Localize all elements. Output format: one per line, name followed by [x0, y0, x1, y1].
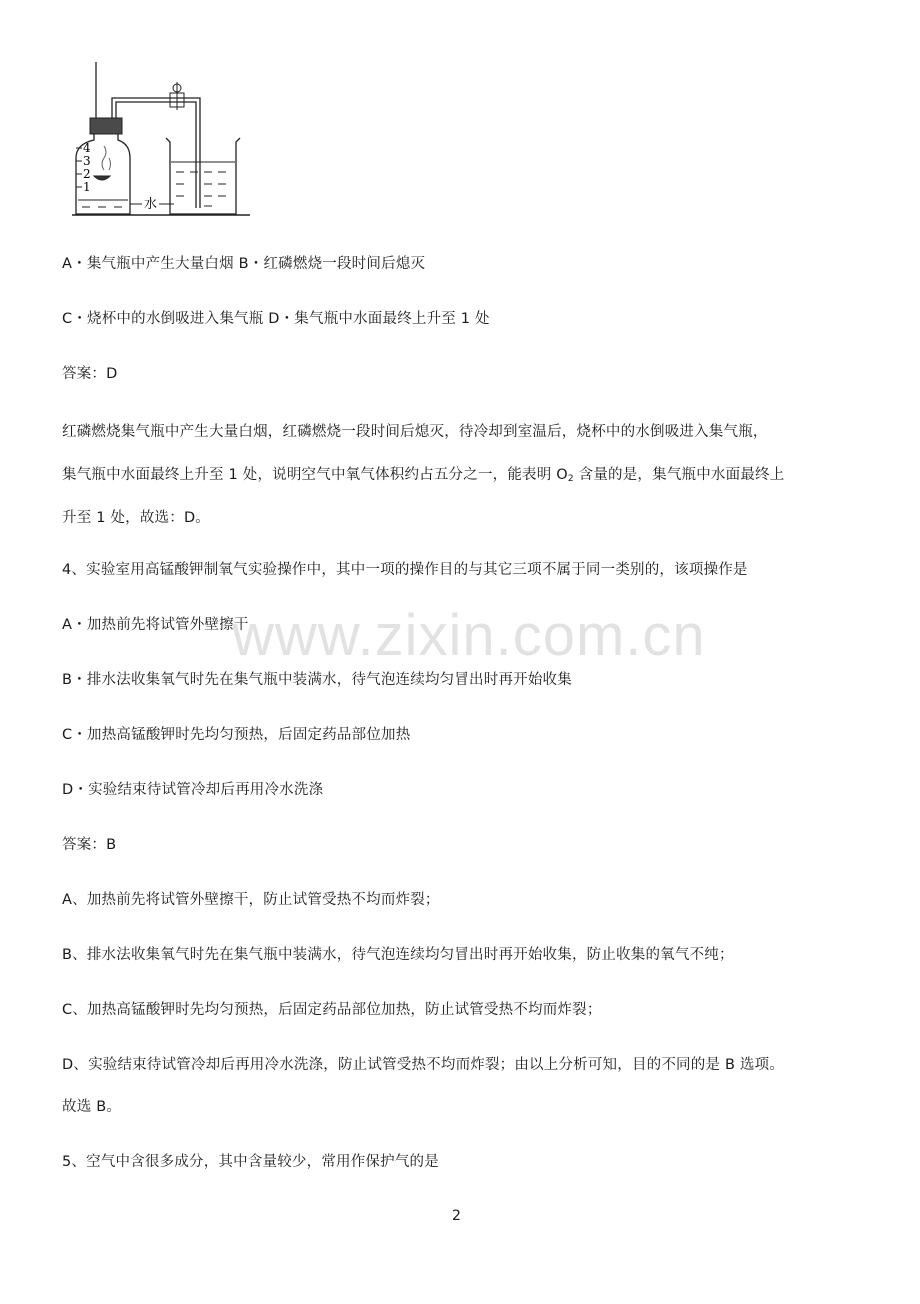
scale-label-2: 2 [83, 167, 91, 181]
gas-bottle-beaker-diagram [64, 58, 254, 220]
q3-options-cd: C・烧杯中的水倒吸进入集气瓶 D・集气瓶中水面最终上升至 1 处 [62, 311, 490, 327]
q4-option-c: C・加热高锰酸钾时先均匀预热，后固定药品部位加热 [62, 727, 411, 743]
q3-explanation-line-2 [62, 463, 784, 484]
water-label: 水 [144, 197, 158, 212]
q3-explanation-subscript: 2 [567, 474, 574, 484]
q4-analysis-c: C、加热高锰酸钾时先均匀预热，后固定药品部位加热，防止试管受热不均而炸裂； [62, 1002, 602, 1018]
watermark: www.zixin.com.cn [232, 603, 706, 668]
page-number: 2 [452, 1208, 461, 1224]
q3-explanation-line-2-b: 含量的是，集气瓶中水面最终上 [573, 467, 785, 483]
scale-label-4: 4 [83, 141, 91, 155]
q4-answer: 答案：B [62, 837, 117, 853]
q3-answer: 答案：D [62, 366, 118, 382]
q3-options-ab: A・集气瓶中产生大量白烟 B・红磷燃烧一段时间后熄灭 [62, 256, 426, 272]
q4-stem: 4、实验室用高锰酸钾制氧气实验操作中，其中一项的操作目的与其它三项不属于同一类别的，该项操作是 [62, 562, 748, 578]
q3-explanation-line-3: 升至 1 处，故选：D。 [62, 510, 211, 526]
q4-conclusion: 故选 B。 [62, 1099, 122, 1115]
q4-analysis-a: A、加热前先将试管外壁擦干，防止试管受热不均而炸裂； [62, 892, 440, 908]
scale-label-1: 1 [83, 180, 91, 194]
apparatus-figure [64, 58, 254, 220]
q4-option-a: A・加热前先将试管外壁擦干 [62, 617, 249, 633]
q4-analysis-d: D、实验结束待试管冷却后再用冷水洗涤，防止试管受热不均而炸裂；由以上分析可知，目的不同的是 B 选项。 [62, 1057, 785, 1073]
scale-label-3: 3 [83, 154, 91, 168]
q4-option-d: D・实验结束待试管冷却后再用冷水洗涤 [62, 782, 324, 798]
q4-analysis-b: B、排水法收集氧气时先在集气瓶中装满水，待气泡连续均匀冒出时再开始收集，防止收集的氧气不纯； [62, 947, 734, 963]
q3-explanation-line-2-a: 集气瓶中水面最终上升至 1 处，说明空气中氧气体积约占五分之一，能表明 O [62, 467, 568, 483]
q4-option-b: B・排水法收集氧气时先在集气瓶中装满水，待气泡连续均匀冒出时再开始收集 [62, 672, 572, 688]
q5-stem: 5、空气中含很多成分，其中含量较少，常用作保护气的是 [62, 1154, 439, 1170]
q3-explanation-line-1: 红磷燃烧集气瓶中产生大量白烟，红磷燃烧一段时间后熄灭，待冷却到室温后，烧杯中的水倒吸进入集气瓶， [62, 424, 768, 440]
